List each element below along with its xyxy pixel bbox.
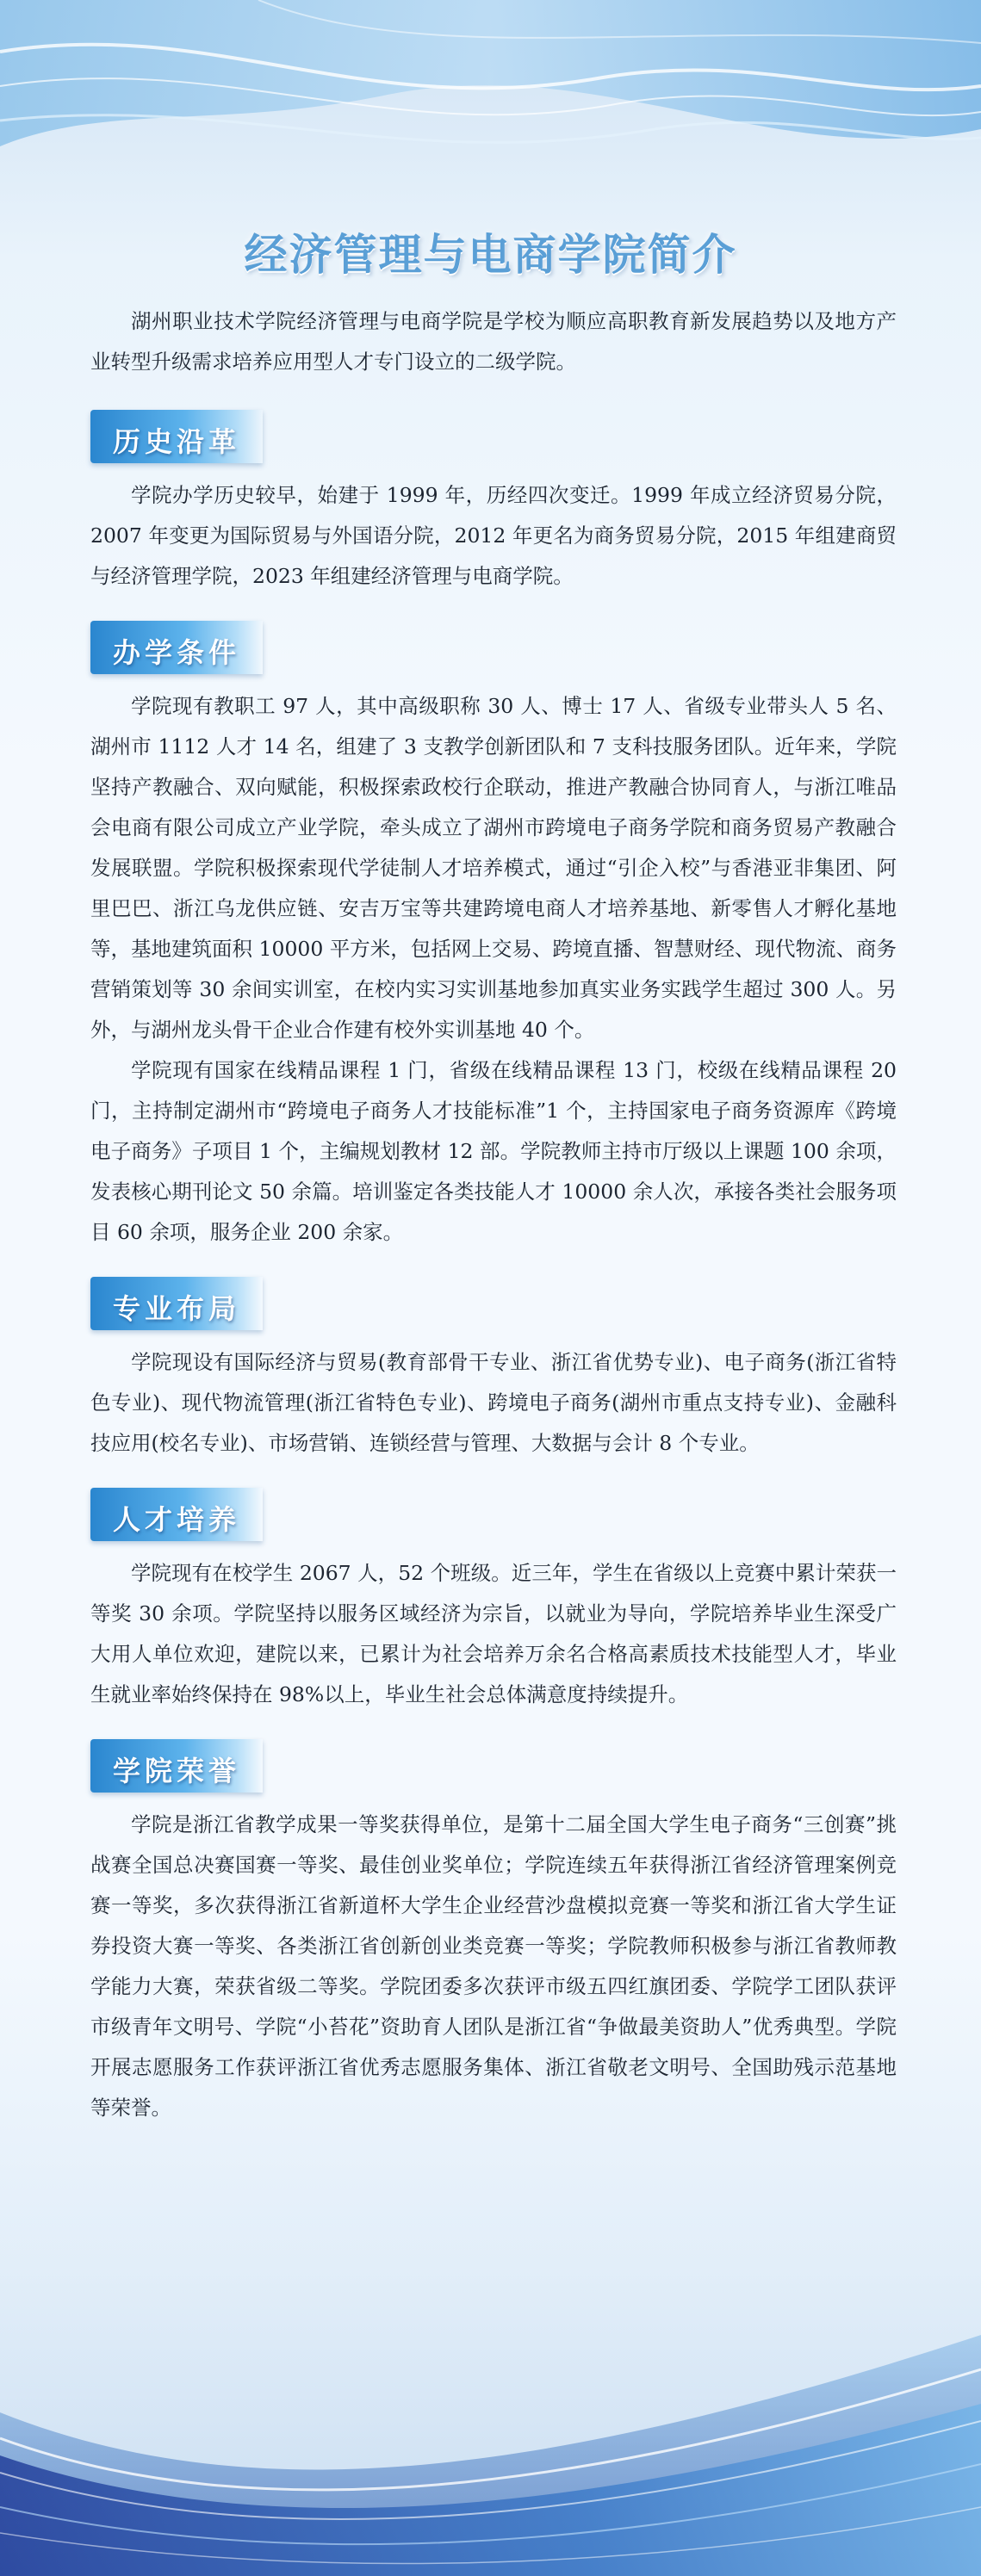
- section-paragraph: 学院现有国家在线精品课程 1 门，省级在线精品课程 13 门，校级在线精品课程 20 门，主持制定湖州市“跨境电子商务人才技能标准”1 个，主持国家电子商务资源库《跨境电子商务》子项目 1 个，主编规划教材 12 部。学院教师主持市厅级以上课题 100 余项，发表核心期刊论文 50 余篇。培训鉴定各类技能人才 10000 余人次，承接各类社会服务项目 60 余项，服务企业 200 余家。: [90, 1058, 897, 1244]
- section-majors: [90, 1253, 897, 1464]
- page-title: 经济管理与电商学院简介: [244, 230, 737, 280]
- section-history: [90, 386, 897, 597]
- section-heading: 办学条件: [90, 621, 263, 674]
- intro-paragraph: 湖州职业技术学院经济管理与电商学院是学校为顺应高职教育新发展趋势以及地方产业转型升级需求培养应用型人才专门设立的二级学院。: [90, 309, 897, 374]
- section-conditions: [90, 597, 897, 1253]
- main-content: [90, 301, 897, 2128]
- section-heading: 人才培养: [90, 1488, 263, 1541]
- section-paragraph: 学院是浙江省教学成果一等奖获得单位，是第十二届全国大学生电子商务“三创赛”挑战赛全国总决赛国赛一等奖、最佳创业奖单位；学院连续五年获得浙江省经济管理案例竞赛一等奖，多次获得浙江省新道杯大学生企业经营沙盘模拟竞赛一等奖和浙江省大学生证券投资大赛一等奖、各类浙江省创新创业类竞赛一等奖；学院教师积极参与浙江省教师教学能力大赛，荣获省级二等奖。学院团委多次获评市级五四红旗团委、学院学工团队获评市级青年文明号、学院“小苔花”资助育人团队是浙江省“争做最美资助人”优秀典型。学院开展志愿服务工作获评浙江省优秀志愿服务集体、浙江省敬老文明号、全国助残示范基地等荣誉。: [90, 1812, 897, 2120]
- section-paragraph: 学院现有在校学生 2067 人，52 个班级。近三年，学生在省级以上竞赛中累计荣获一等奖 30 余项。学院坚持以服务区域经济为宗旨，以就业为导向，学院培养毕业生深受广大用人单位欢迎，建院以来，已累计为社会培养万余名合格高素质技术技能型人才，毕业生就业率始终保持在 98%以上，毕业生社会总体满意度持续提升。: [90, 1561, 897, 1706]
- top-wave-decoration: [0, 0, 981, 215]
- bottom-wave-decoration: [0, 2232, 981, 2576]
- section-heading: 历史沿革: [90, 410, 263, 463]
- section-talent: [90, 1464, 897, 1715]
- section-paragraph: 学院现设有国际经济与贸易(教育部骨干专业、浙江省优势专业)、电子商务(浙江省特色专业)、现代物流管理(浙江省特色专业)、跨境电子商务(湖州市重点支持专业)、金融科技应用(校名专业)、市场营销、连锁经营与管理、大数据与会计 8 个专业。: [90, 1350, 897, 1455]
- section-heading: 专业布局: [90, 1277, 263, 1330]
- section-paragraph: 学院办学历史较早，始建于 1999 年，历经四次变迁。1999 年成立经济贸易分院，2007 年变更为国际贸易与外国语分院，2012 年更名为商务贸易分院，2015 年组建商贸与经济管理学院，2023 年组建经济管理与电商学院。: [90, 483, 897, 588]
- section-honors: [90, 1715, 897, 2128]
- section-paragraph: 学院现有教职工 97 人，其中高级职称 30 人、博士 17 人、省级专业带头人 5 名、湖州市 1112 人才 14 名，组建了 3 支教学创新团队和 7 支科技服务团队。近年来，学院坚持产教融合、双向赋能，积极探索政校行企联动，推进产教融合协同育人，与浙江唯品会电商有限公司成立产业学院，牵头成立了湖州市跨境电子商务学院和商务贸易产教融合发展联盟。学院积极探索现代学徒制人才培养模式，通过“引企入校”与香港亚非集团、阿里巴巴、浙江乌龙供应链、安吉万宝等共建跨境电商人才培养基地、新零售人才孵化基地等，基地建筑面积 10000 平方米，包括网上交易、跨境直播、智慧财经、现代物流、商务营销策划等 30 余间实训室，在校内实习实训基地参加真实业务实践学生超过 300 人。另外，与湖州龙头骨干企业合作建有校外实训基地 40 个。: [90, 694, 897, 1042]
- section-heading: 学院荣誉: [90, 1739, 263, 1793]
